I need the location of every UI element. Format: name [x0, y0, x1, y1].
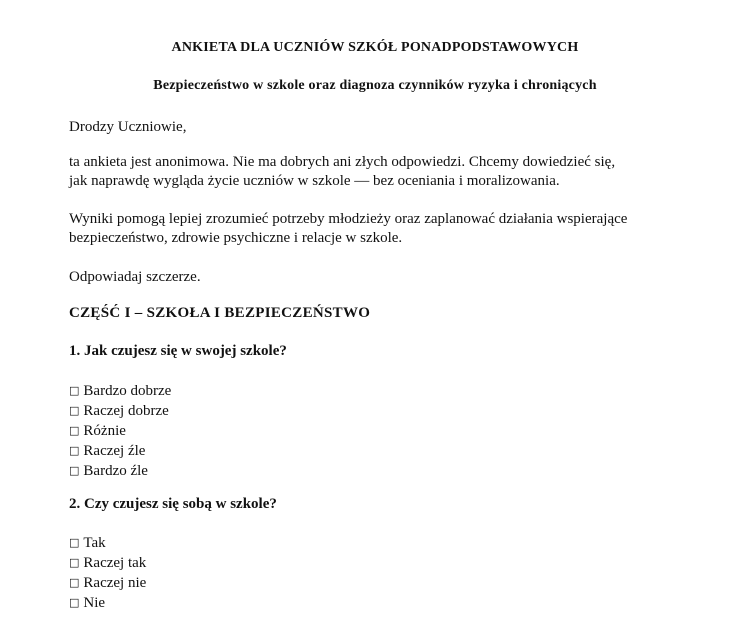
purpose-line-1: Wyniki pomogą lepiej zrozumieć potrzeby młodzieży oraz zaplanować działania wspierające	[69, 211, 628, 227]
option-tak[interactable]	[69, 533, 146, 553]
option-label: Raczej tak	[83, 555, 147, 571]
option-nie[interactable]	[69, 593, 146, 613]
section-title: CZĘŚĆ I – SZKOŁA I BEZPIECZEŃSTWO	[69, 305, 371, 321]
checkbox-icon[interactable]: □	[69, 384, 80, 397]
option-label: Raczej źle	[83, 443, 146, 459]
option-label: Bardzo dobrze	[83, 383, 172, 399]
greeting: Drodzy Uczniowie,	[69, 119, 187, 135]
option-bardzo-zle[interactable]	[69, 461, 171, 481]
checkbox-icon[interactable]: □	[69, 444, 80, 457]
checkbox-icon[interactable]: □	[69, 536, 80, 549]
intro-line-2: jak naprawdę wygląda życie uczniów w szkole — bez oceniania i moralizowania.	[69, 173, 560, 189]
option-label: Nie	[83, 595, 106, 611]
checkbox-icon[interactable]: □	[69, 424, 80, 437]
option-raczej-tak[interactable]	[69, 553, 146, 573]
option-label: Tak	[83, 535, 106, 551]
option-bardzo-dobrze[interactable]	[69, 381, 171, 401]
option-raczej-nie[interactable]	[69, 573, 146, 593]
option-raczej-zle[interactable]	[69, 441, 171, 461]
document-title: ANKIETA DLA UCZNIÓW SZKÓŁ PONADPODSTAWOWYCH	[171, 40, 579, 55]
question-1: 1. Jak czujesz się w swojej szkole?	[69, 343, 287, 359]
option-label: Raczej dobrze	[83, 403, 169, 419]
option-label: Bardzo źle	[83, 463, 148, 479]
option-label: Różnie	[83, 423, 126, 439]
question-1-options	[69, 381, 171, 481]
closing-text: Odpowiadaj szczerze.	[69, 269, 201, 285]
document-subtitle: Bezpieczeństwo w szkole oraz diagnoza czynników ryzyka i chroniących	[153, 78, 597, 93]
question-2: 2. Czy czujesz się sobą w szkole?	[69, 496, 277, 512]
purpose-line-2: bezpieczeństwo, zdrowie psychiczne i relacje w szkole.	[69, 230, 403, 246]
checkbox-icon[interactable]: □	[69, 596, 80, 609]
checkbox-icon[interactable]: □	[69, 556, 80, 569]
option-roznie[interactable]	[69, 421, 171, 441]
checkbox-icon[interactable]: □	[69, 576, 80, 589]
question-2-options	[69, 533, 146, 613]
checkbox-icon[interactable]: □	[69, 464, 80, 477]
purpose-paragraph	[69, 210, 709, 248]
checkbox-icon[interactable]: □	[69, 404, 80, 417]
option-label: Raczej nie	[83, 575, 147, 591]
intro-paragraph	[69, 153, 709, 191]
option-raczej-dobrze[interactable]	[69, 401, 171, 421]
intro-line-1: ta ankieta jest anonimowa. Nie ma dobrych ani złych odpowiedzi. Chcemy dowiedzieć się,	[69, 154, 616, 170]
